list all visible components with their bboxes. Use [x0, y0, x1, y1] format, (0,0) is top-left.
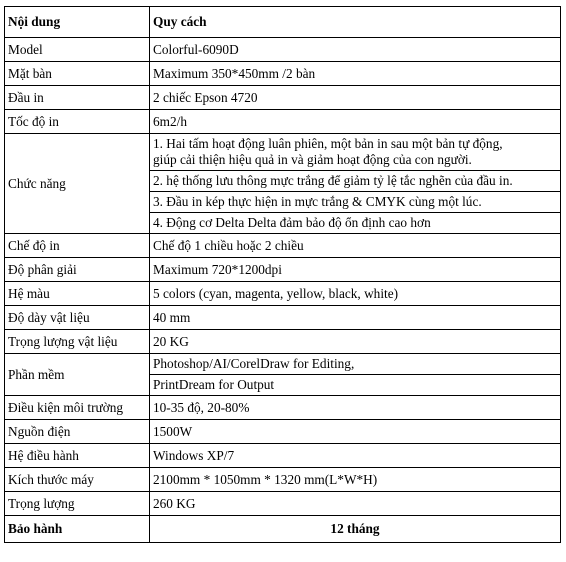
table-row — [5, 134, 561, 234]
table-row — [5, 86, 561, 110]
table-row — [5, 420, 561, 444]
software-item: PrintDream for Output — [153, 377, 275, 392]
table-header-row — [5, 7, 561, 38]
row-value-toc-do: 6m2/h — [150, 110, 561, 134]
footer-value: 12 tháng — [150, 516, 561, 543]
row-label-do-day: Độ dày vật liệu — [5, 306, 150, 330]
row-label-phan-mem: Phần mềm — [5, 354, 150, 396]
feature-item — [150, 134, 560, 171]
feature-line: giúp cải thiện hiệu quả in và giảm hoạt động của con người. — [153, 152, 472, 167]
row-value-chuc-nang — [150, 134, 561, 234]
header-label: Nội dung — [5, 7, 150, 38]
table-row — [5, 306, 561, 330]
row-value-mat-ban: Maximum 350*450mm /2 bàn — [150, 62, 561, 86]
row-label-toc-do: Tốc độ in — [5, 110, 150, 134]
row-value-trong-luong-vl: 20 KG — [150, 330, 561, 354]
table-row — [5, 38, 561, 62]
table-row — [5, 396, 561, 420]
row-value-do-phan-giai: Maximum 720*1200dpi — [150, 258, 561, 282]
table-row — [5, 258, 561, 282]
feature-item: 4. Động cơ Delta Delta đảm bảo độ ổn định cao hơn — [153, 215, 431, 230]
row-label-dieu-kien: Điều kiện môi trường — [5, 396, 150, 420]
row-label-trong-luong-vl: Trọng lượng vật liệu — [5, 330, 150, 354]
table-row — [5, 282, 561, 306]
table-row — [5, 234, 561, 258]
row-label-che-do: Chế độ in — [5, 234, 150, 258]
table-row — [5, 62, 561, 86]
feature-line: 1. Hai tấm hoạt động luân phiên, một bản in sau một bản tự động, — [153, 136, 503, 151]
table-row — [5, 110, 561, 134]
row-value-he-dieu-hanh: Windows XP/7 — [150, 444, 561, 468]
table-row — [5, 444, 561, 468]
row-value-dieu-kien: 10-35 độ, 20-80% — [150, 396, 561, 420]
row-label-do-phan-giai: Độ phân giải — [5, 258, 150, 282]
footer-label: Bảo hành — [5, 516, 150, 543]
row-label-model: Model — [5, 38, 150, 62]
row-value-model: Colorful-6090D — [150, 38, 561, 62]
row-value-dau-in: 2 chiếc Epson 4720 — [150, 86, 561, 110]
row-value-nguon-dien: 1500W — [150, 420, 561, 444]
feature-item: 3. Đầu in kép thực hiện in mực trắng & CMYK cùng một lúc. — [150, 192, 560, 213]
row-value-he-mau: 5 colors (cyan, magenta, yellow, black, white) — [150, 282, 561, 306]
row-label-mat-ban: Mặt bàn — [5, 62, 150, 86]
row-value-phan-mem — [150, 354, 561, 396]
row-value-che-do: Chế độ 1 chiều hoặc 2 chiều — [150, 234, 561, 258]
row-label-he-mau: Hệ màu — [5, 282, 150, 306]
feature-item: 2. hệ thống lưu thông mực trắng để giảm tỷ lệ tắc nghẽn của đầu in. — [150, 171, 560, 192]
table-row — [5, 492, 561, 516]
row-label-dau-in: Đầu in — [5, 86, 150, 110]
row-label-chuc-nang: Chức năng — [5, 134, 150, 234]
table-row — [5, 468, 561, 492]
row-label-trong-luong: Trọng lượng — [5, 492, 150, 516]
software-item: Photoshop/AI/CorelDraw for Editing, — [150, 354, 560, 375]
row-label-he-dieu-hanh: Hệ điều hành — [5, 444, 150, 468]
row-value-trong-luong: 260 KG — [150, 492, 561, 516]
spec-table — [4, 6, 561, 543]
row-label-nguon-dien: Nguồn điện — [5, 420, 150, 444]
table-row — [5, 330, 561, 354]
row-label-kich-thuoc: Kích thước máy — [5, 468, 150, 492]
row-value-do-day: 40 mm — [150, 306, 561, 330]
header-value: Quy cách — [150, 7, 561, 38]
table-footer-row — [5, 516, 561, 543]
table-row — [5, 354, 561, 396]
row-value-kich-thuoc: 2100mm * 1050mm * 1320 mm(L*W*H) — [150, 468, 561, 492]
